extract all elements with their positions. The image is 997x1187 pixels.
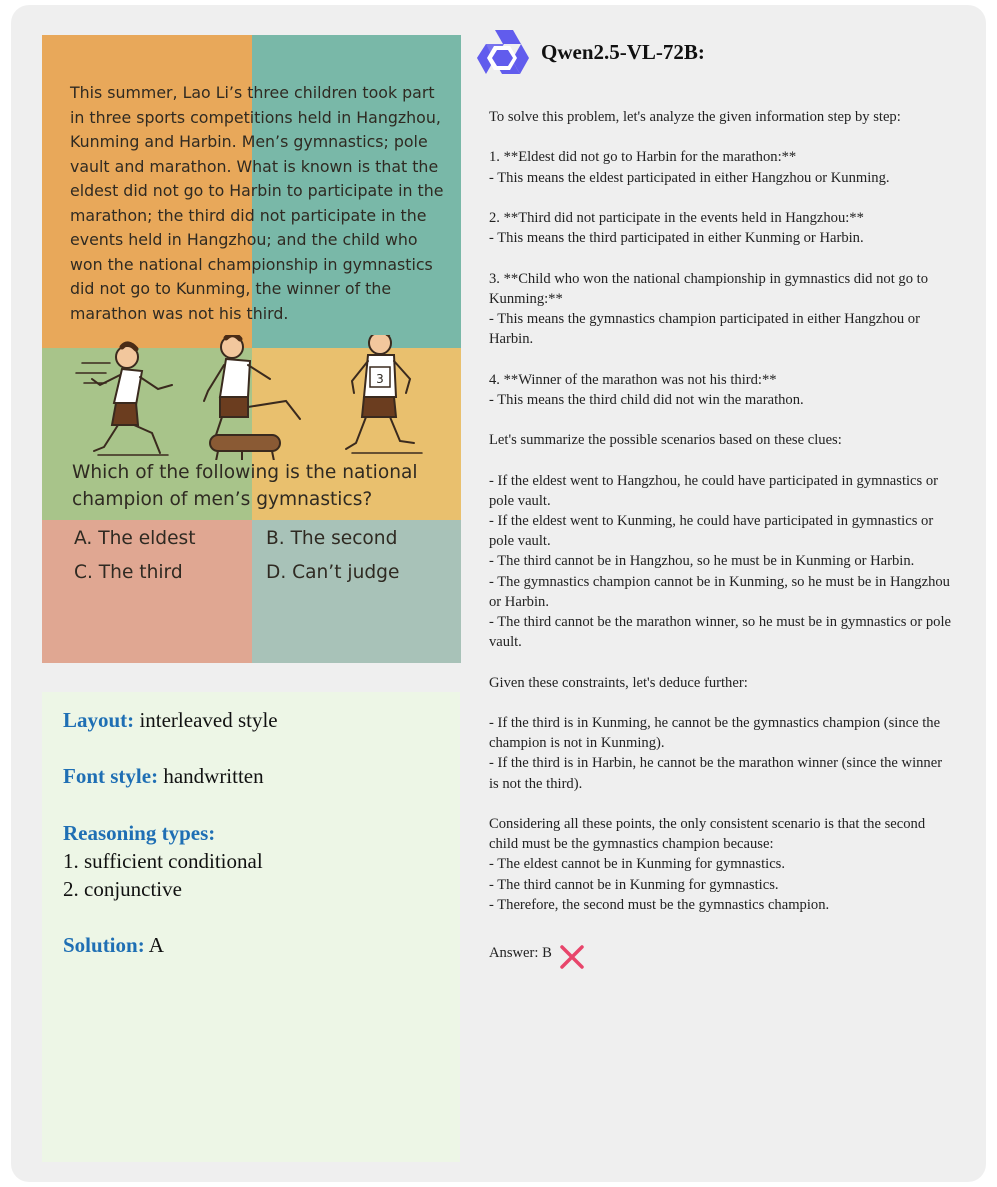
reasoning-item: 1. sufficient conditional [63, 849, 263, 873]
option-d: D. Can’t judge [266, 562, 400, 583]
layout-value: interleaved style [139, 708, 278, 732]
response-paragraph: 1. **Eldest did not go to Harbin for the marathon:** - This means the eldest participated in either Hangzhou or Kunming. [489, 149, 890, 186]
solution-value: A [148, 933, 164, 957]
font-style-label: Font style: [63, 764, 159, 788]
response-paragraph: To solve this problem, let's analyze the given information step by step: [489, 109, 901, 125]
answer-text: Answer: B [489, 945, 552, 962]
puzzle-question: Which of the following is the national champion of men’s gymnastics? [72, 462, 418, 510]
athletes-illustration [42, 335, 461, 460]
response-paragraph: - If the eldest went to Hangzhou, he could have participated in gymnastics or pole vault. - If the eldest went to Kunming, he could have participated in gymnastics or pole vault. - The third cannot be in Hangzhou, so he must be in Kunming or Harbin. - The gymnastics champion cannot be in Kunming, so he must be in Hangzhou or Harbin. - The third cannot be the marathon winner, so he must be in gymnastics or pole vault. [489, 472, 951, 651]
response-paragraph: - If the third is in Kunming, he cannot be the gymnastics champion (since the champion is not in Kunming). - If the third is in Harbin, he cannot be the marathon winner (since the winner is not the third). [489, 714, 943, 792]
marathon-runner-icon [346, 335, 422, 453]
layout-label: Layout: [63, 708, 135, 732]
model-response [489, 107, 951, 971]
puzzle-story: This summer, Lao Li’s three children took part in three sports competitions held in Hangzhou, Kunming and Harbin. Men’s gymnastics; pole vault and marathon. What is known is that the eldest did not go to Harbin to participate in the marathon; the third did not participate in the events held in Hangzhou; and the child who won the national championship in gymnastics did not go to Kunming, the winner of the marathon was not his third. [70, 83, 444, 323]
running-boy-icon [76, 344, 172, 455]
reasoning-item: 2. conjunctive [63, 877, 182, 901]
font-style-value: handwritten [163, 764, 264, 788]
response-paragraph: Given these constraints, let's deduce further: [489, 674, 748, 691]
vaulting-boy-icon [204, 335, 300, 460]
metadata-panel [42, 692, 460, 1162]
layout-line [63, 708, 278, 733]
solution-label: Solution: [63, 933, 145, 957]
response-paragraph: 2. **Third did not participate in the events held in Hangzhou:** - This means the third participated in either Kunming or Harbin. [489, 209, 864, 247]
puzzle-image [42, 35, 461, 663]
reasoning-label: Reasoning types: [63, 821, 216, 845]
font-style-line [63, 764, 264, 789]
option-b: B. The second [266, 528, 398, 549]
final-answer [489, 935, 586, 971]
model-name: Qwen2.5-VL-72B: [541, 40, 705, 64]
cross-mark-icon [558, 943, 586, 971]
qwen-logo-icon [477, 28, 529, 80]
response-paragraph: Considering all these points, the only consistent scenario is that the second child must be the gymnastics champion because: - The eldest cannot be in Kunming for gymnastics. - The third cannot be in Kunming for gymnastics. - Therefore, the second must be the gymnastics champion. [489, 815, 926, 913]
solution-line [63, 933, 164, 958]
response-paragraph: Let's summarize the possible scenarios based on these clues: [489, 432, 842, 449]
response-paragraph: 4. **Winner of the marathon was not his third:** - This means the third child did not win the marathon. [489, 371, 804, 408]
option-c: C. The third [74, 562, 183, 583]
response-paragraph: 3. **Child who won the national championship in gymnastics did not go to Kunming:** - This means the gymnastics champion participated in either Hangzhou or Harbin. [489, 270, 928, 348]
option-a: A. The eldest [74, 528, 196, 549]
bib-number: 3 [376, 372, 384, 386]
